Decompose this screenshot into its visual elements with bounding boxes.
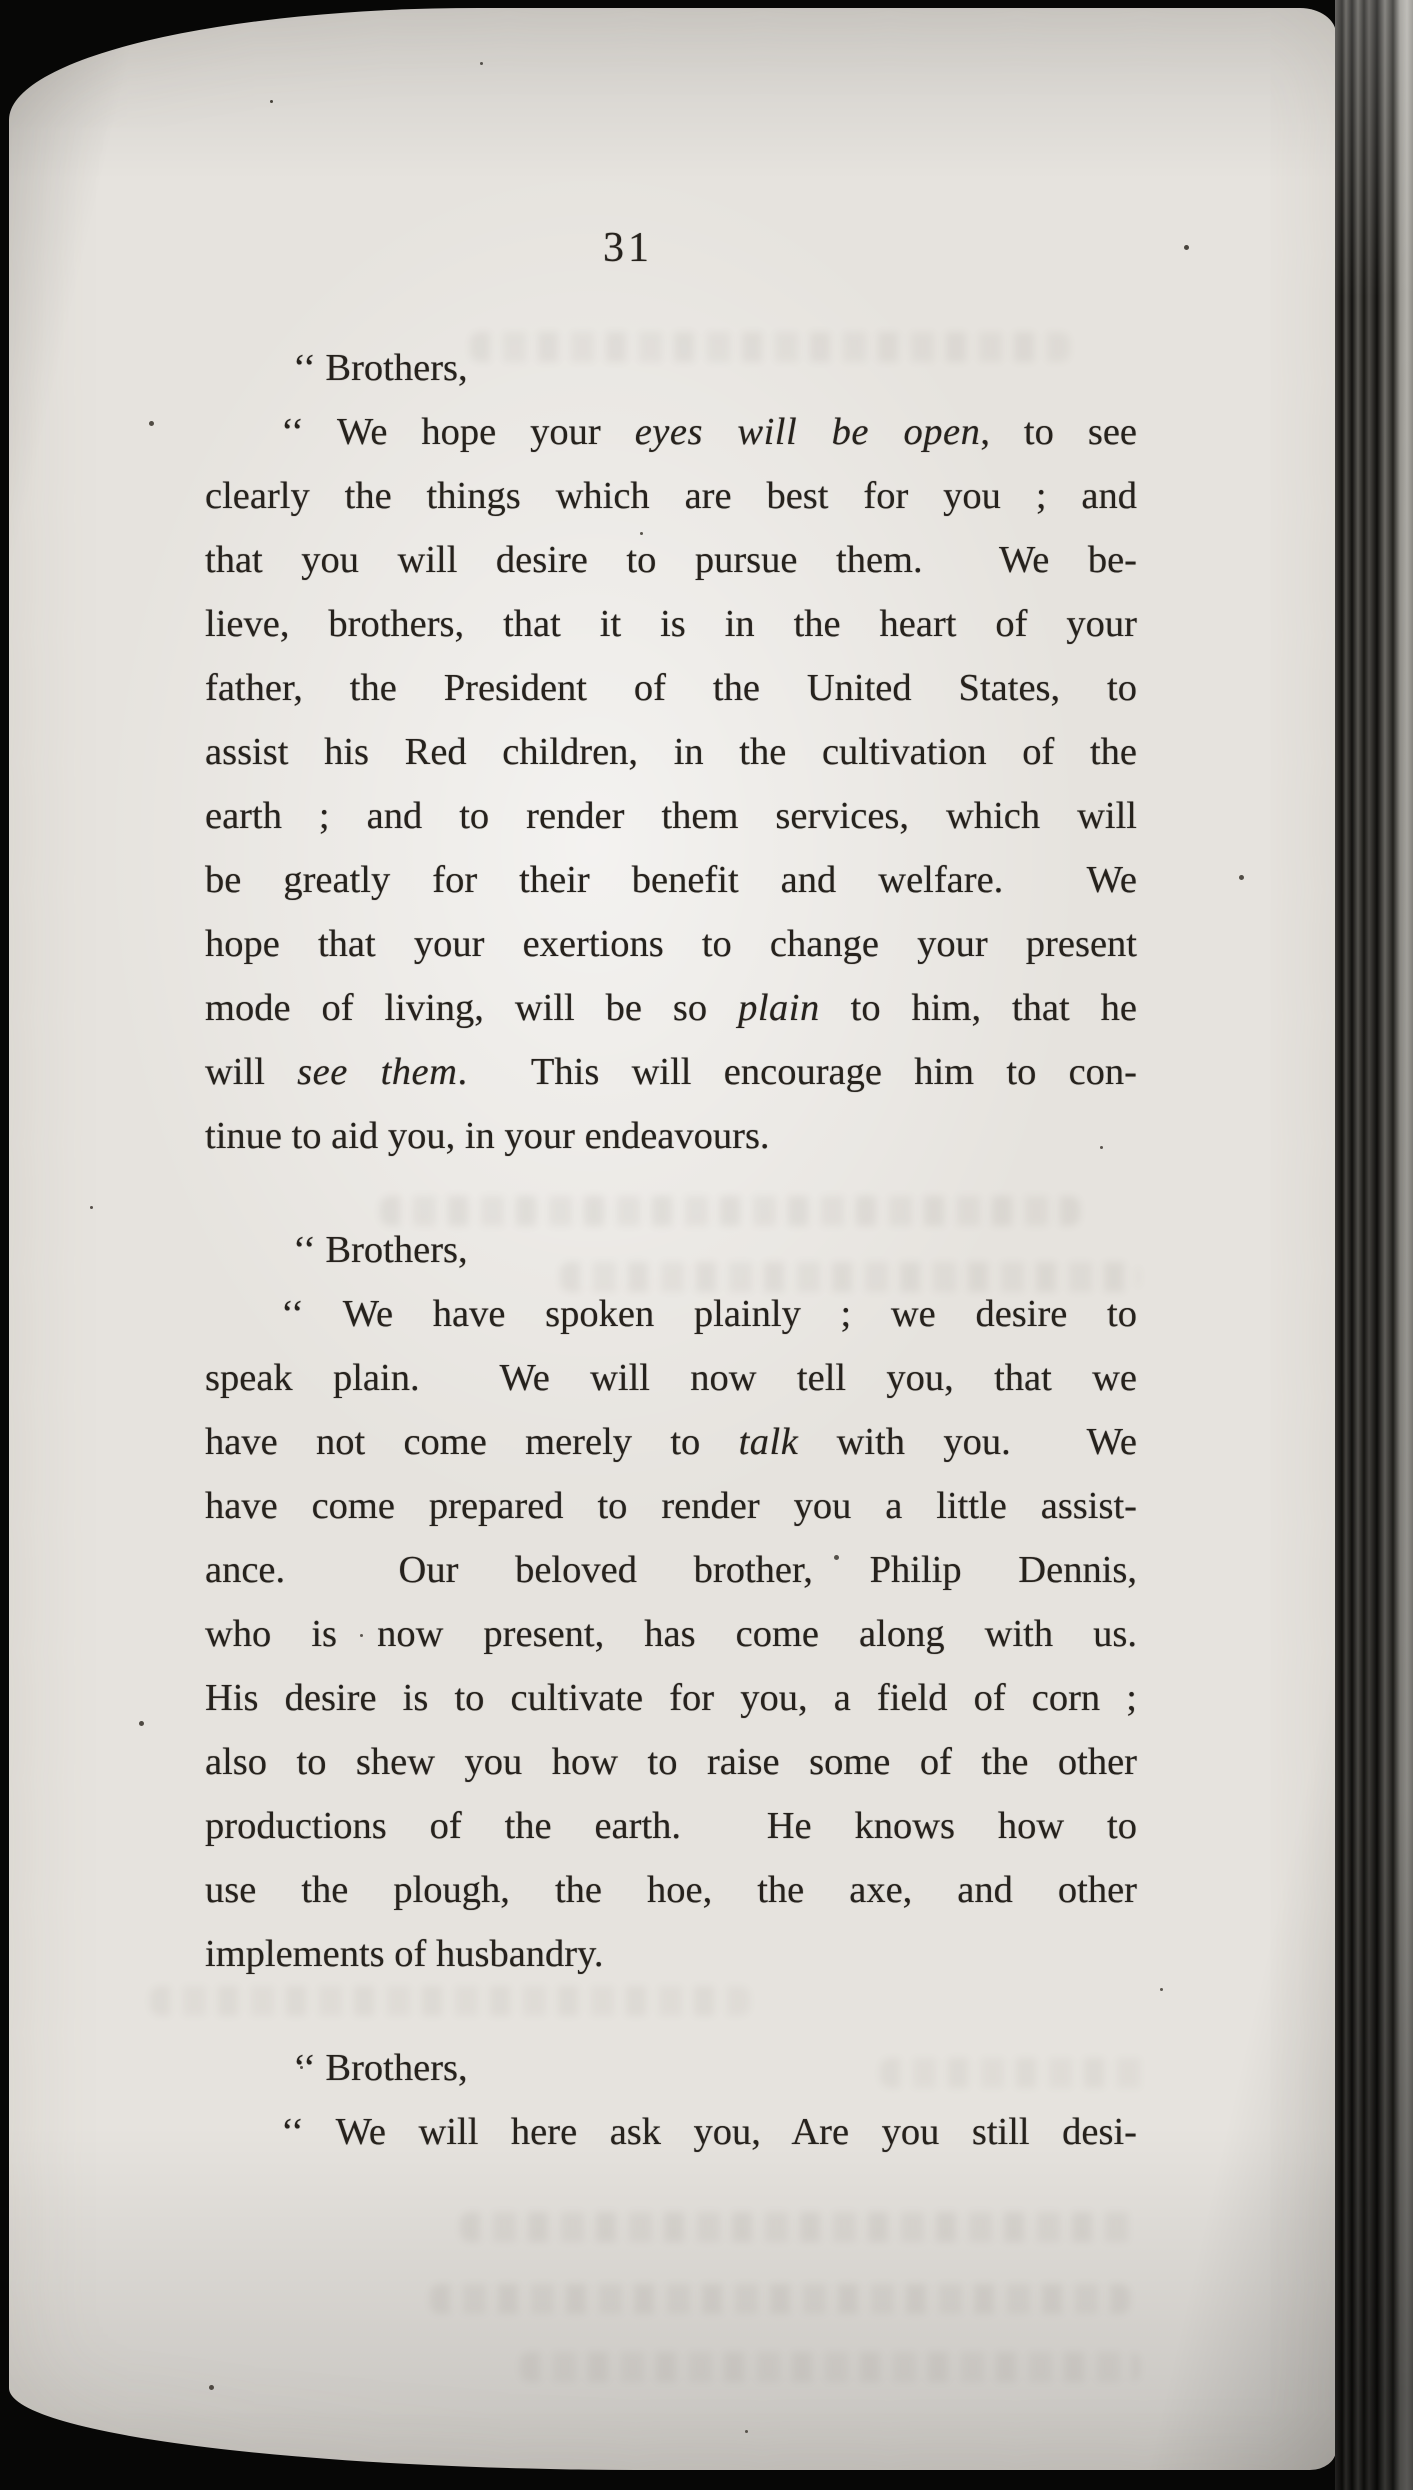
text-line xyxy=(205,2100,1137,2164)
text: be greatly for their benefit and welfare. We xyxy=(205,859,1137,901)
paragraph xyxy=(205,1282,1137,1986)
text: ‘‘ We hope your xyxy=(281,411,635,453)
show-through-smudge xyxy=(430,2284,1130,2314)
text: speak plain. We will now tell you, that we xyxy=(205,1357,1137,1399)
text-block xyxy=(205,336,1137,2164)
text-line xyxy=(205,400,1137,464)
italic-text: plain xyxy=(738,987,820,1029)
text-line xyxy=(205,1858,1137,1922)
text-line xyxy=(205,1218,1137,1282)
text: clearly the things which are best for you ; and xyxy=(205,475,1137,517)
text-line xyxy=(205,1104,1137,1168)
text: ‘‘ We have spoken plainly ; we desire to xyxy=(281,1293,1137,1335)
text: to him, that he xyxy=(819,987,1137,1029)
text: with you. We xyxy=(798,1421,1137,1463)
text: ‘‘ We will here ask you, Are you still desi- xyxy=(281,2111,1137,2153)
text: lieve, brothers, that it is in the heart of your xyxy=(205,603,1137,645)
text-line xyxy=(205,1410,1137,1474)
text-line xyxy=(205,528,1137,592)
text: . This will encourage him to con- xyxy=(457,1051,1137,1093)
text: implements of husbandry. xyxy=(205,1933,604,1975)
text: , to see xyxy=(980,411,1137,453)
salutation-heading xyxy=(205,2036,1137,2100)
show-through-smudge xyxy=(460,2212,1140,2242)
salutation-heading xyxy=(205,1218,1137,1282)
text-line xyxy=(205,1730,1137,1794)
text-line xyxy=(205,912,1137,976)
show-through-smudge xyxy=(520,2352,1140,2382)
text-line xyxy=(205,1794,1137,1858)
text-line xyxy=(205,1538,1137,1602)
page-number: 31 xyxy=(603,225,653,271)
text: tinue to aid you, in your endeavours. xyxy=(205,1115,770,1157)
text-line xyxy=(205,1040,1137,1104)
salutation-heading xyxy=(205,336,1137,400)
text-line xyxy=(205,592,1137,656)
text: ance. Our beloved brother, Philip Dennis, xyxy=(205,1549,1137,1591)
text-line xyxy=(205,1602,1137,1666)
paragraph xyxy=(205,2100,1137,2164)
book-fore-edge xyxy=(1335,0,1413,2490)
text-line xyxy=(205,1282,1137,1346)
text: earth ; and to render them services, which will xyxy=(205,795,1137,837)
text: will xyxy=(205,1051,298,1093)
text-line xyxy=(205,2036,1137,2100)
italic-text: talk xyxy=(738,1421,799,1463)
paper-specks xyxy=(270,100,273,103)
text: ‘‘ Brothers, xyxy=(293,2047,468,2089)
text: mode of living, will be so xyxy=(205,987,739,1029)
text-line xyxy=(205,336,1137,400)
text: have not come merely to xyxy=(205,1421,739,1463)
italic-text: see them xyxy=(297,1051,458,1093)
text: who is now present, has come along with us. xyxy=(205,1613,1137,1655)
italic-text: eyes will be open xyxy=(634,411,981,453)
text: have come prepared to render you a little assist- xyxy=(205,1485,1137,1527)
text: His desire is to cultivate for you, a field of corn ; xyxy=(205,1677,1137,1719)
text: also to shew you how to raise some of the other xyxy=(205,1741,1137,1783)
text-line xyxy=(205,656,1137,720)
text-line xyxy=(205,464,1137,528)
text: ‘‘ Brothers, xyxy=(293,1229,468,1271)
text-line xyxy=(205,1474,1137,1538)
text: ‘‘ Brothers, xyxy=(293,347,468,389)
text-line xyxy=(205,1922,1137,1986)
text-line xyxy=(205,1346,1137,1410)
text: hope that your exertions to change your present xyxy=(205,923,1137,965)
text-line xyxy=(205,848,1137,912)
text: assist his Red children, in the cultivation of the xyxy=(205,731,1137,773)
text: father, the President of the United States, to xyxy=(205,667,1137,709)
text-line xyxy=(205,1666,1137,1730)
text: that you will desire to pursue them. We be- xyxy=(205,539,1137,581)
text-line xyxy=(205,784,1137,848)
text: productions of the earth. He knows how to xyxy=(205,1805,1137,1847)
text: use the plough, the hoe, the axe, and other xyxy=(205,1869,1137,1911)
paragraph xyxy=(205,400,1137,1168)
text-line xyxy=(205,720,1137,784)
text-line xyxy=(205,976,1137,1040)
